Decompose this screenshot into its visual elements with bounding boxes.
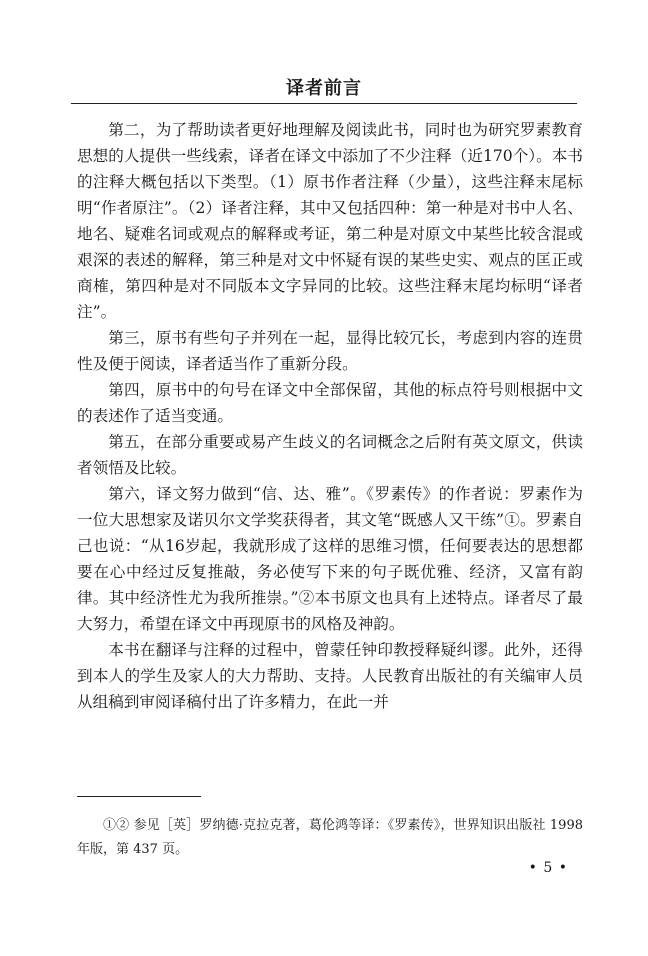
- body-text: [77, 117, 583, 715]
- footnote: [77, 814, 583, 862]
- footnote-rule: [77, 796, 201, 797]
- page-number: • 5 •: [528, 860, 568, 876]
- paragraph-fifth: 第五，在部分重要或易产生歧义的名词概念之后附有英文原文，供读者领悟及比较。: [77, 433, 583, 477]
- header-rule: [71, 103, 577, 104]
- paragraph-third: 第三，原书有些句子并列在一起，显得比较冗长，考虑到内容的连贯性及便于阅读，译者适当作了重新分段。: [77, 329, 583, 373]
- paragraph-second: 第二，为了帮助读者更好地理解及阅读此书，同时也为研究罗素教育思想的人提供一些线索，译者在译文中添加了不少注释（近170个）。本书的注释大概包括以下类型。（1）原书作者注释（少量），这些注释末尾标明“作者原注”。（2）译者注释，其中又包括四种：第一种是对书中人名、地名、疑难名词或观点的解释或考证，第二种是对原文中某些比较含混或艰深的表述的解释，第三种是对文中怀疑有误的某些史实、观点的匡正或商榷，第四种是对不同版本文字异同的比较。这些注释末尾均标明“译者注”。: [77, 121, 583, 321]
- footnote-text: ①② 参见［英］罗纳德·克拉克著，葛伦鸿等译：《罗素传》，世界知识出版社 1998 年版，第 437 页。: [77, 818, 583, 857]
- paragraph-acknowledgement: 本书在翻译与注释的过程中，曾蒙任钟印教授释疑纠谬。此外，还得到本人的学生及家人的大力帮助、支持。人民教育出版社的有关编审人员从组稿到审阅译稿付出了许多精力，在此一并: [77, 641, 583, 711]
- running-header-title: 译者前言: [286, 78, 362, 99]
- paragraph-sixth: 第六，译文努力做到“信、达、雅”。《罗素传》的作者说：罗素作为一位大思想家及诺贝尔文学奖获得者，其文笔“既感人又干练”①。罗素自己也说：“从16岁起，我就形成了这样的思维习惯，任何要表达的思想都要在心中经过反复推敲，务必使写下来的句子既优雅、经济，又富有韵律。其中经济性尤为我所推崇。”②本书原文也具有上述特点。译者尽了最大努力，希望在译文中再现原书的风格及神韵。: [77, 485, 583, 633]
- paragraph-fourth: 第四，原书中的句号在译文中全部保留，其他的标点符号则根据中文的表述作了适当变通。: [77, 381, 583, 425]
